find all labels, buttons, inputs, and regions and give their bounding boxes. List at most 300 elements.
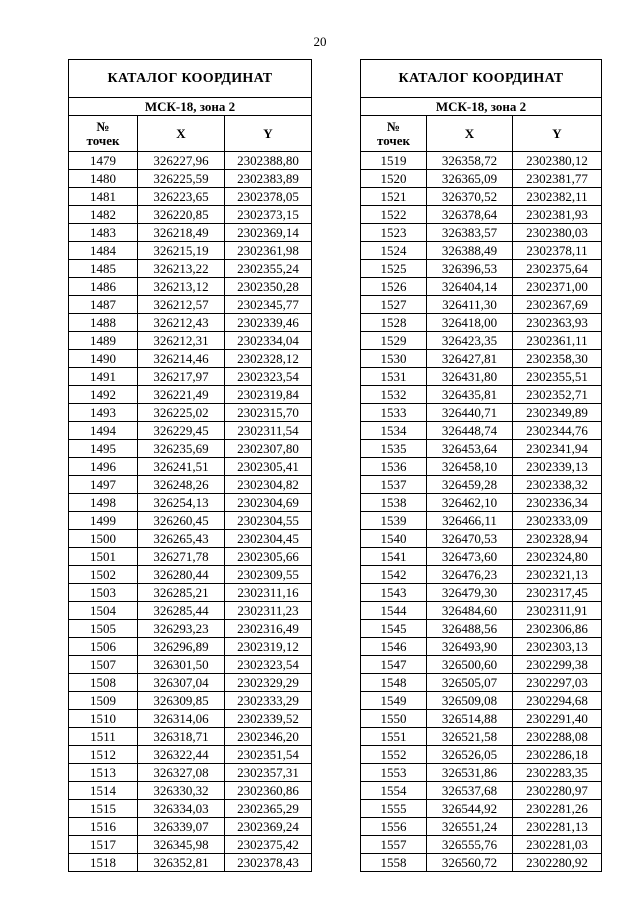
x-coordinate-cell: 326423,35 xyxy=(427,332,513,350)
table-row xyxy=(361,710,602,728)
table-row xyxy=(69,656,312,674)
y-coordinate-cell: 2302380,03 xyxy=(513,224,602,242)
catalog-rows xyxy=(69,152,312,872)
point-number-cell: 1518 xyxy=(69,854,138,872)
table-row xyxy=(361,242,602,260)
x-coordinate-cell: 326388,49 xyxy=(427,242,513,260)
x-coordinate-cell: 326235,69 xyxy=(138,440,225,458)
point-number-cell: 1540 xyxy=(361,530,427,548)
y-coordinate-cell: 2302311,91 xyxy=(513,602,602,620)
x-coordinate-cell: 326358,72 xyxy=(427,152,513,170)
point-number-cell: 1547 xyxy=(361,656,427,674)
x-coordinate-cell: 326555,76 xyxy=(427,836,513,854)
x-coordinate-cell: 326493,90 xyxy=(427,638,513,656)
x-coordinate-cell: 326218,49 xyxy=(138,224,225,242)
table-row xyxy=(361,674,602,692)
table-row xyxy=(69,368,312,386)
point-number-cell: 1513 xyxy=(69,764,138,782)
table-row xyxy=(69,620,312,638)
point-number-cell: 1539 xyxy=(361,512,427,530)
x-coordinate-cell: 326225,59 xyxy=(138,170,225,188)
x-coordinate-cell: 326345,98 xyxy=(138,836,225,854)
table-row xyxy=(361,494,602,512)
point-number-cell: 1499 xyxy=(69,512,138,530)
point-number-cell: 1530 xyxy=(361,350,427,368)
column-header-x: X xyxy=(427,116,513,152)
point-number-cell: 1506 xyxy=(69,638,138,656)
table-row xyxy=(69,746,312,764)
table-row xyxy=(361,368,602,386)
y-coordinate-cell: 2302280,92 xyxy=(513,854,602,872)
point-number-cell: 1523 xyxy=(361,224,427,242)
table-row xyxy=(69,512,312,530)
x-coordinate-cell: 326466,11 xyxy=(427,512,513,530)
y-coordinate-cell: 2302345,77 xyxy=(225,296,312,314)
x-coordinate-cell: 326241,51 xyxy=(138,458,225,476)
column-header-point-number: № точек xyxy=(361,116,427,152)
point-number-cell: 1546 xyxy=(361,638,427,656)
x-coordinate-cell: 326220,85 xyxy=(138,206,225,224)
point-number-cell: 1528 xyxy=(361,314,427,332)
point-number-cell: 1502 xyxy=(69,566,138,584)
x-coordinate-cell: 326352,81 xyxy=(138,854,225,872)
table-row xyxy=(361,314,602,332)
y-coordinate-cell: 2302333,29 xyxy=(225,692,312,710)
point-number-cell: 1486 xyxy=(69,278,138,296)
y-coordinate-cell: 2302375,64 xyxy=(513,260,602,278)
x-coordinate-cell: 326544,92 xyxy=(427,800,513,818)
table-row xyxy=(69,566,312,584)
y-coordinate-cell: 2302311,16 xyxy=(225,584,312,602)
table-row xyxy=(69,854,312,872)
point-number-cell: 1529 xyxy=(361,332,427,350)
point-number-cell: 1521 xyxy=(361,188,427,206)
y-coordinate-cell: 2302328,12 xyxy=(225,350,312,368)
catalog-title: КАТАЛОГ КООРДИНАТ xyxy=(69,60,312,98)
point-number-cell: 1505 xyxy=(69,620,138,638)
table-row xyxy=(69,638,312,656)
x-coordinate-cell: 326431,80 xyxy=(427,368,513,386)
x-coordinate-cell: 326213,12 xyxy=(138,278,225,296)
y-coordinate-cell: 2302281,13 xyxy=(513,818,602,836)
y-coordinate-cell: 2302281,03 xyxy=(513,836,602,854)
point-number-cell: 1503 xyxy=(69,584,138,602)
point-number-cell: 1519 xyxy=(361,152,427,170)
y-coordinate-cell: 2302350,28 xyxy=(225,278,312,296)
table-row xyxy=(361,440,602,458)
x-coordinate-cell: 326473,60 xyxy=(427,548,513,566)
catalog-rows xyxy=(361,152,602,872)
point-number-cell: 1507 xyxy=(69,656,138,674)
column-header-y: Y xyxy=(225,116,312,152)
table-row xyxy=(69,692,312,710)
x-coordinate-cell: 326254,13 xyxy=(138,494,225,512)
point-number-cell: 1491 xyxy=(69,368,138,386)
y-coordinate-cell: 2302361,11 xyxy=(513,332,602,350)
x-coordinate-cell: 326215,19 xyxy=(138,242,225,260)
table-row xyxy=(69,584,312,602)
y-coordinate-cell: 2302381,77 xyxy=(513,170,602,188)
point-number-cell: 1538 xyxy=(361,494,427,512)
table-row xyxy=(361,476,602,494)
y-coordinate-cell: 2302369,14 xyxy=(225,224,312,242)
point-number-cell: 1508 xyxy=(69,674,138,692)
table-row xyxy=(69,206,312,224)
y-coordinate-cell: 2302355,51 xyxy=(513,368,602,386)
x-coordinate-cell: 326296,89 xyxy=(138,638,225,656)
point-number-cell: 1544 xyxy=(361,602,427,620)
x-coordinate-cell: 326560,72 xyxy=(427,854,513,872)
table-row xyxy=(69,674,312,692)
y-coordinate-cell: 2302315,70 xyxy=(225,404,312,422)
y-coordinate-cell: 2302328,94 xyxy=(513,530,602,548)
table-row xyxy=(361,422,602,440)
x-coordinate-cell: 326488,56 xyxy=(427,620,513,638)
y-coordinate-cell: 2302304,82 xyxy=(225,476,312,494)
x-coordinate-cell: 326505,07 xyxy=(427,674,513,692)
y-coordinate-cell: 2302378,11 xyxy=(513,242,602,260)
x-coordinate-cell: 326212,43 xyxy=(138,314,225,332)
point-number-cell: 1526 xyxy=(361,278,427,296)
y-coordinate-cell: 2302304,69 xyxy=(225,494,312,512)
table-row xyxy=(361,530,602,548)
point-number-cell: 1504 xyxy=(69,602,138,620)
point-number-cell: 1501 xyxy=(69,548,138,566)
x-coordinate-cell: 326285,44 xyxy=(138,602,225,620)
x-coordinate-cell: 326365,09 xyxy=(427,170,513,188)
table-row xyxy=(69,260,312,278)
y-coordinate-cell: 2302355,24 xyxy=(225,260,312,278)
point-number-cell: 1514 xyxy=(69,782,138,800)
point-number-cell: 1557 xyxy=(361,836,427,854)
table-row xyxy=(69,440,312,458)
x-coordinate-cell: 326484,60 xyxy=(427,602,513,620)
point-number-cell: 1480 xyxy=(69,170,138,188)
x-coordinate-cell: 326293,23 xyxy=(138,620,225,638)
y-coordinate-cell: 2302371,00 xyxy=(513,278,602,296)
table-row xyxy=(69,728,312,746)
x-coordinate-cell: 326280,44 xyxy=(138,566,225,584)
y-coordinate-cell: 2302360,86 xyxy=(225,782,312,800)
y-coordinate-cell: 2302369,24 xyxy=(225,818,312,836)
x-coordinate-cell: 326453,64 xyxy=(427,440,513,458)
y-coordinate-cell: 2302344,76 xyxy=(513,422,602,440)
point-number-cell: 1494 xyxy=(69,422,138,440)
table-row xyxy=(361,206,602,224)
point-number-cell: 1512 xyxy=(69,746,138,764)
point-number-cell: 1492 xyxy=(69,386,138,404)
point-number-cell: 1500 xyxy=(69,530,138,548)
point-number-cell: 1522 xyxy=(361,206,427,224)
point-number-cell: 1510 xyxy=(69,710,138,728)
x-coordinate-cell: 326500,60 xyxy=(427,656,513,674)
x-coordinate-cell: 326448,74 xyxy=(427,422,513,440)
x-coordinate-cell: 326418,00 xyxy=(427,314,513,332)
y-coordinate-cell: 2302375,42 xyxy=(225,836,312,854)
point-number-cell: 1482 xyxy=(69,206,138,224)
table-row xyxy=(361,224,602,242)
point-number-cell: 1495 xyxy=(69,440,138,458)
point-number-cell: 1553 xyxy=(361,764,427,782)
point-number-cell: 1516 xyxy=(69,818,138,836)
x-coordinate-cell: 326285,21 xyxy=(138,584,225,602)
table-row xyxy=(69,422,312,440)
table-row xyxy=(69,296,312,314)
y-coordinate-cell: 2302309,55 xyxy=(225,566,312,584)
table-row xyxy=(69,800,312,818)
table-row xyxy=(69,188,312,206)
x-coordinate-cell: 326318,71 xyxy=(138,728,225,746)
x-coordinate-cell: 326221,49 xyxy=(138,386,225,404)
table-row xyxy=(361,296,602,314)
table-row xyxy=(361,458,602,476)
x-coordinate-cell: 326334,03 xyxy=(138,800,225,818)
x-coordinate-cell: 326509,08 xyxy=(427,692,513,710)
y-coordinate-cell: 2302306,86 xyxy=(513,620,602,638)
x-coordinate-cell: 326396,53 xyxy=(427,260,513,278)
table-row xyxy=(69,836,312,854)
point-number-cell: 1542 xyxy=(361,566,427,584)
table-row xyxy=(69,548,312,566)
y-coordinate-cell: 2302381,93 xyxy=(513,206,602,224)
point-number-cell: 1524 xyxy=(361,242,427,260)
y-coordinate-cell: 2302288,08 xyxy=(513,728,602,746)
table-row xyxy=(69,602,312,620)
y-coordinate-cell: 2302373,15 xyxy=(225,206,312,224)
y-coordinate-cell: 2302304,55 xyxy=(225,512,312,530)
y-coordinate-cell: 2302286,18 xyxy=(513,746,602,764)
y-coordinate-cell: 2302329,29 xyxy=(225,674,312,692)
y-coordinate-cell: 2302338,32 xyxy=(513,476,602,494)
x-coordinate-cell: 326217,97 xyxy=(138,368,225,386)
point-number-cell: 1541 xyxy=(361,548,427,566)
point-number-cell: 1558 xyxy=(361,854,427,872)
point-number-cell: 1556 xyxy=(361,818,427,836)
x-coordinate-cell: 326378,64 xyxy=(427,206,513,224)
table-row xyxy=(69,404,312,422)
table-row xyxy=(69,494,312,512)
x-coordinate-cell: 326265,43 xyxy=(138,530,225,548)
column-header-point-number: № точек xyxy=(69,116,138,152)
x-coordinate-cell: 326212,31 xyxy=(138,332,225,350)
point-number-cell: 1535 xyxy=(361,440,427,458)
y-coordinate-cell: 2302363,93 xyxy=(513,314,602,332)
table-row xyxy=(69,314,312,332)
table-row xyxy=(361,548,602,566)
x-coordinate-cell: 326212,57 xyxy=(138,296,225,314)
y-coordinate-cell: 2302297,03 xyxy=(513,674,602,692)
coordinate-catalog-right xyxy=(360,59,602,872)
point-number-cell: 1509 xyxy=(69,692,138,710)
y-coordinate-cell: 2302349,89 xyxy=(513,404,602,422)
point-number-cell: 1481 xyxy=(69,188,138,206)
point-number-cell: 1488 xyxy=(69,314,138,332)
table-row xyxy=(69,170,312,188)
table-row xyxy=(361,512,602,530)
table-row xyxy=(361,620,602,638)
y-coordinate-cell: 2302365,29 xyxy=(225,800,312,818)
table-row xyxy=(69,278,312,296)
x-coordinate-cell: 326383,57 xyxy=(427,224,513,242)
y-coordinate-cell: 2302323,54 xyxy=(225,656,312,674)
table-row xyxy=(69,332,312,350)
y-coordinate-cell: 2302361,98 xyxy=(225,242,312,260)
y-coordinate-cell: 2302307,80 xyxy=(225,440,312,458)
point-number-cell: 1554 xyxy=(361,782,427,800)
table-row xyxy=(361,638,602,656)
y-coordinate-cell: 2302294,68 xyxy=(513,692,602,710)
x-coordinate-cell: 326214,46 xyxy=(138,350,225,368)
y-coordinate-cell: 2302367,69 xyxy=(513,296,602,314)
x-coordinate-cell: 326531,86 xyxy=(427,764,513,782)
y-coordinate-cell: 2302311,54 xyxy=(225,422,312,440)
x-coordinate-cell: 326322,44 xyxy=(138,746,225,764)
table-row xyxy=(361,764,602,782)
x-coordinate-cell: 326427,81 xyxy=(427,350,513,368)
y-coordinate-cell: 2302336,34 xyxy=(513,494,602,512)
x-coordinate-cell: 326370,52 xyxy=(427,188,513,206)
table-row xyxy=(69,476,312,494)
point-number-cell: 1545 xyxy=(361,620,427,638)
catalog-subtitle: МСК-18, зона 2 xyxy=(69,98,312,116)
x-coordinate-cell: 326225,02 xyxy=(138,404,225,422)
point-number-cell: 1533 xyxy=(361,404,427,422)
x-coordinate-cell: 326470,53 xyxy=(427,530,513,548)
point-number-cell: 1551 xyxy=(361,728,427,746)
point-number-cell: 1498 xyxy=(69,494,138,512)
table-row xyxy=(361,818,602,836)
table-row xyxy=(69,386,312,404)
point-number-cell: 1531 xyxy=(361,368,427,386)
table-row xyxy=(361,728,602,746)
y-coordinate-cell: 2302346,20 xyxy=(225,728,312,746)
table-row xyxy=(361,386,602,404)
y-coordinate-cell: 2302319,84 xyxy=(225,386,312,404)
y-coordinate-cell: 2302321,13 xyxy=(513,566,602,584)
y-coordinate-cell: 2302378,43 xyxy=(225,854,312,872)
y-coordinate-cell: 2302380,12 xyxy=(513,152,602,170)
y-coordinate-cell: 2302357,31 xyxy=(225,764,312,782)
x-coordinate-cell: 326479,30 xyxy=(427,584,513,602)
table-row xyxy=(361,332,602,350)
x-coordinate-cell: 326260,45 xyxy=(138,512,225,530)
point-number-cell: 1527 xyxy=(361,296,427,314)
point-number-cell: 1552 xyxy=(361,746,427,764)
point-number-cell: 1485 xyxy=(69,260,138,278)
x-coordinate-cell: 326551,24 xyxy=(427,818,513,836)
y-coordinate-cell: 2302333,09 xyxy=(513,512,602,530)
table-row xyxy=(361,566,602,584)
point-number-cell: 1487 xyxy=(69,296,138,314)
y-coordinate-cell: 2302339,13 xyxy=(513,458,602,476)
y-coordinate-cell: 2302334,04 xyxy=(225,332,312,350)
x-coordinate-cell: 326223,65 xyxy=(138,188,225,206)
x-coordinate-cell: 326327,08 xyxy=(138,764,225,782)
table-row xyxy=(69,152,312,170)
table-row xyxy=(361,602,602,620)
table-row xyxy=(69,710,312,728)
x-coordinate-cell: 326330,32 xyxy=(138,782,225,800)
point-number-cell: 1520 xyxy=(361,170,427,188)
y-coordinate-cell: 2302316,49 xyxy=(225,620,312,638)
y-coordinate-cell: 2302339,52 xyxy=(225,710,312,728)
point-number-cell: 1484 xyxy=(69,242,138,260)
y-coordinate-cell: 2302303,13 xyxy=(513,638,602,656)
x-coordinate-cell: 326309,85 xyxy=(138,692,225,710)
table-row xyxy=(361,854,602,872)
table-row xyxy=(361,350,602,368)
x-coordinate-cell: 326435,81 xyxy=(427,386,513,404)
table-row xyxy=(69,224,312,242)
point-number-cell: 1543 xyxy=(361,584,427,602)
point-number-cell: 1497 xyxy=(69,476,138,494)
table-row xyxy=(69,350,312,368)
table-row xyxy=(361,170,602,188)
y-coordinate-cell: 2302388,80 xyxy=(225,152,312,170)
point-number-cell: 1537 xyxy=(361,476,427,494)
point-number-cell: 1489 xyxy=(69,332,138,350)
column-header-x: X xyxy=(138,116,225,152)
table-row xyxy=(361,656,602,674)
table-row xyxy=(69,818,312,836)
point-number-cell: 1534 xyxy=(361,422,427,440)
y-coordinate-cell: 2302317,45 xyxy=(513,584,602,602)
point-number-cell: 1525 xyxy=(361,260,427,278)
x-coordinate-cell: 326476,23 xyxy=(427,566,513,584)
table-row xyxy=(361,836,602,854)
y-coordinate-cell: 2302382,11 xyxy=(513,188,602,206)
y-coordinate-cell: 2302323,54 xyxy=(225,368,312,386)
column-header-y: Y xyxy=(513,116,602,152)
table-row xyxy=(69,764,312,782)
point-number-cell: 1515 xyxy=(69,800,138,818)
table-row xyxy=(361,152,602,170)
point-number-cell: 1511 xyxy=(69,728,138,746)
y-coordinate-cell: 2302281,26 xyxy=(513,800,602,818)
x-coordinate-cell: 326301,50 xyxy=(138,656,225,674)
coordinate-catalog-left xyxy=(68,59,312,872)
point-number-cell: 1496 xyxy=(69,458,138,476)
x-coordinate-cell: 326271,78 xyxy=(138,548,225,566)
table-row xyxy=(361,404,602,422)
y-coordinate-cell: 2302304,45 xyxy=(225,530,312,548)
point-number-cell: 1483 xyxy=(69,224,138,242)
x-coordinate-cell: 326462,10 xyxy=(427,494,513,512)
x-coordinate-cell: 326440,71 xyxy=(427,404,513,422)
y-coordinate-cell: 2302319,12 xyxy=(225,638,312,656)
x-coordinate-cell: 326514,88 xyxy=(427,710,513,728)
table-row xyxy=(361,260,602,278)
table-row xyxy=(361,188,602,206)
table-row xyxy=(69,530,312,548)
x-coordinate-cell: 326227,96 xyxy=(138,152,225,170)
y-coordinate-cell: 2302339,46 xyxy=(225,314,312,332)
x-coordinate-cell: 326411,30 xyxy=(427,296,513,314)
x-coordinate-cell: 326339,07 xyxy=(138,818,225,836)
point-number-cell: 1493 xyxy=(69,404,138,422)
table-row xyxy=(69,782,312,800)
x-coordinate-cell: 326459,28 xyxy=(427,476,513,494)
page-number: 20 xyxy=(313,34,327,49)
x-coordinate-cell: 326229,45 xyxy=(138,422,225,440)
table-row xyxy=(69,458,312,476)
y-coordinate-cell: 2302299,38 xyxy=(513,656,602,674)
x-coordinate-cell: 326213,22 xyxy=(138,260,225,278)
x-coordinate-cell: 326537,68 xyxy=(427,782,513,800)
catalog-subtitle: МСК-18, зона 2 xyxy=(361,98,602,116)
x-coordinate-cell: 326521,58 xyxy=(427,728,513,746)
table-row xyxy=(361,584,602,602)
